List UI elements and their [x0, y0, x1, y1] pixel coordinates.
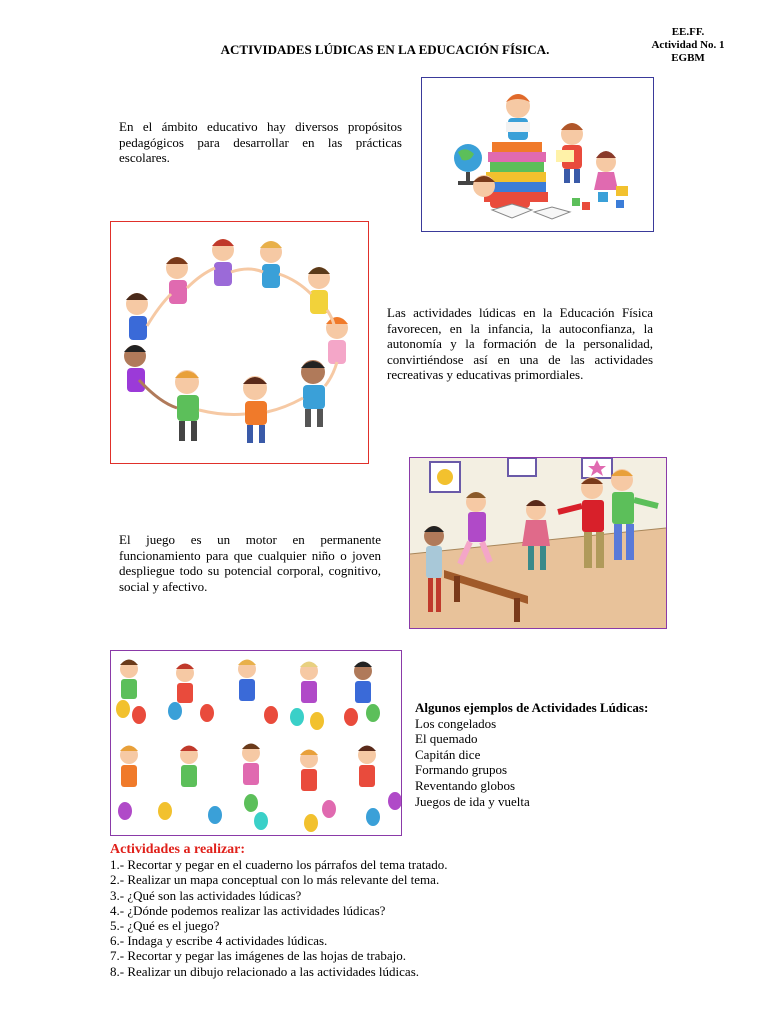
page-title: ACTIVIDADES LÚDICAS EN LA EDUCACIÓN FÍSICA. — [220, 42, 550, 57]
kids-balloons-image — [110, 650, 402, 836]
task-item: 7.- Recortar y pegar las imágenes de las hojas de trabajo. — [110, 948, 406, 964]
course-code: EE.FF. — [671, 26, 705, 38]
task-item: 1.- Recortar y pegar en el cuaderno los párrafos del tema tratado. — [110, 857, 448, 873]
example-item: Los congelados — [415, 715, 497, 731]
task-item: 4.- ¿Dónde podemos realizar las actividades lúdicas? — [110, 902, 386, 918]
kids-balance-bench-image — [409, 457, 667, 629]
paragraph-3: El juego es un motor en permanente funcionamiento para que cualquier niño o joven despliegue todo su potencial corporal, cognitivo, social y afectivo. — [119, 532, 381, 594]
paragraph-2: Las actividades lúdicas en la Educación Física favorecen, en la infancia, la autoconfianza, la autonomía y la formación de la personalidad, convirtiéndose así en una de las actividades recreativas y educativas primordiales. — [387, 305, 653, 382]
paragraph-1: En el ámbito educativo hay diversos propósitos pedagógicos para desarrollar en las prácticas escolares. — [119, 119, 402, 165]
examples-section — [415, 700, 705, 809]
task-item: 3.- ¿Qué son las actividades lúdicas? — [110, 887, 302, 903]
kids-reading-image — [421, 77, 654, 232]
task-item: 6.- Indaga y escribe 4 actividades lúdicas. — [110, 933, 328, 949]
children-circle-image — [110, 221, 369, 464]
activity-number: Actividad No. 1 — [651, 39, 725, 51]
task-item: 5.- ¿Qué es el juego? — [110, 918, 220, 934]
tasks-section — [110, 842, 730, 979]
example-item: Juegos de ida y vuelta — [415, 793, 530, 809]
examples-heading: Algunos ejemplos de Actividades Lúdicas: — [415, 700, 649, 715]
example-item: Capitán dice — [415, 746, 481, 762]
course-header — [632, 26, 744, 65]
task-item: 8.- Realizar un dibujo relacionado a las actividades lúdicas. — [110, 963, 419, 979]
example-item: Formando grupos — [415, 762, 508, 778]
example-item: El quemado — [415, 731, 478, 747]
tasks-heading: Actividades a realizar: — [110, 842, 246, 857]
example-item: Reventando globos — [415, 777, 516, 793]
task-item: 2.- Realizar un mapa conceptual con lo más relevante del tema. — [110, 872, 440, 888]
level-code: EGBM — [671, 52, 705, 64]
